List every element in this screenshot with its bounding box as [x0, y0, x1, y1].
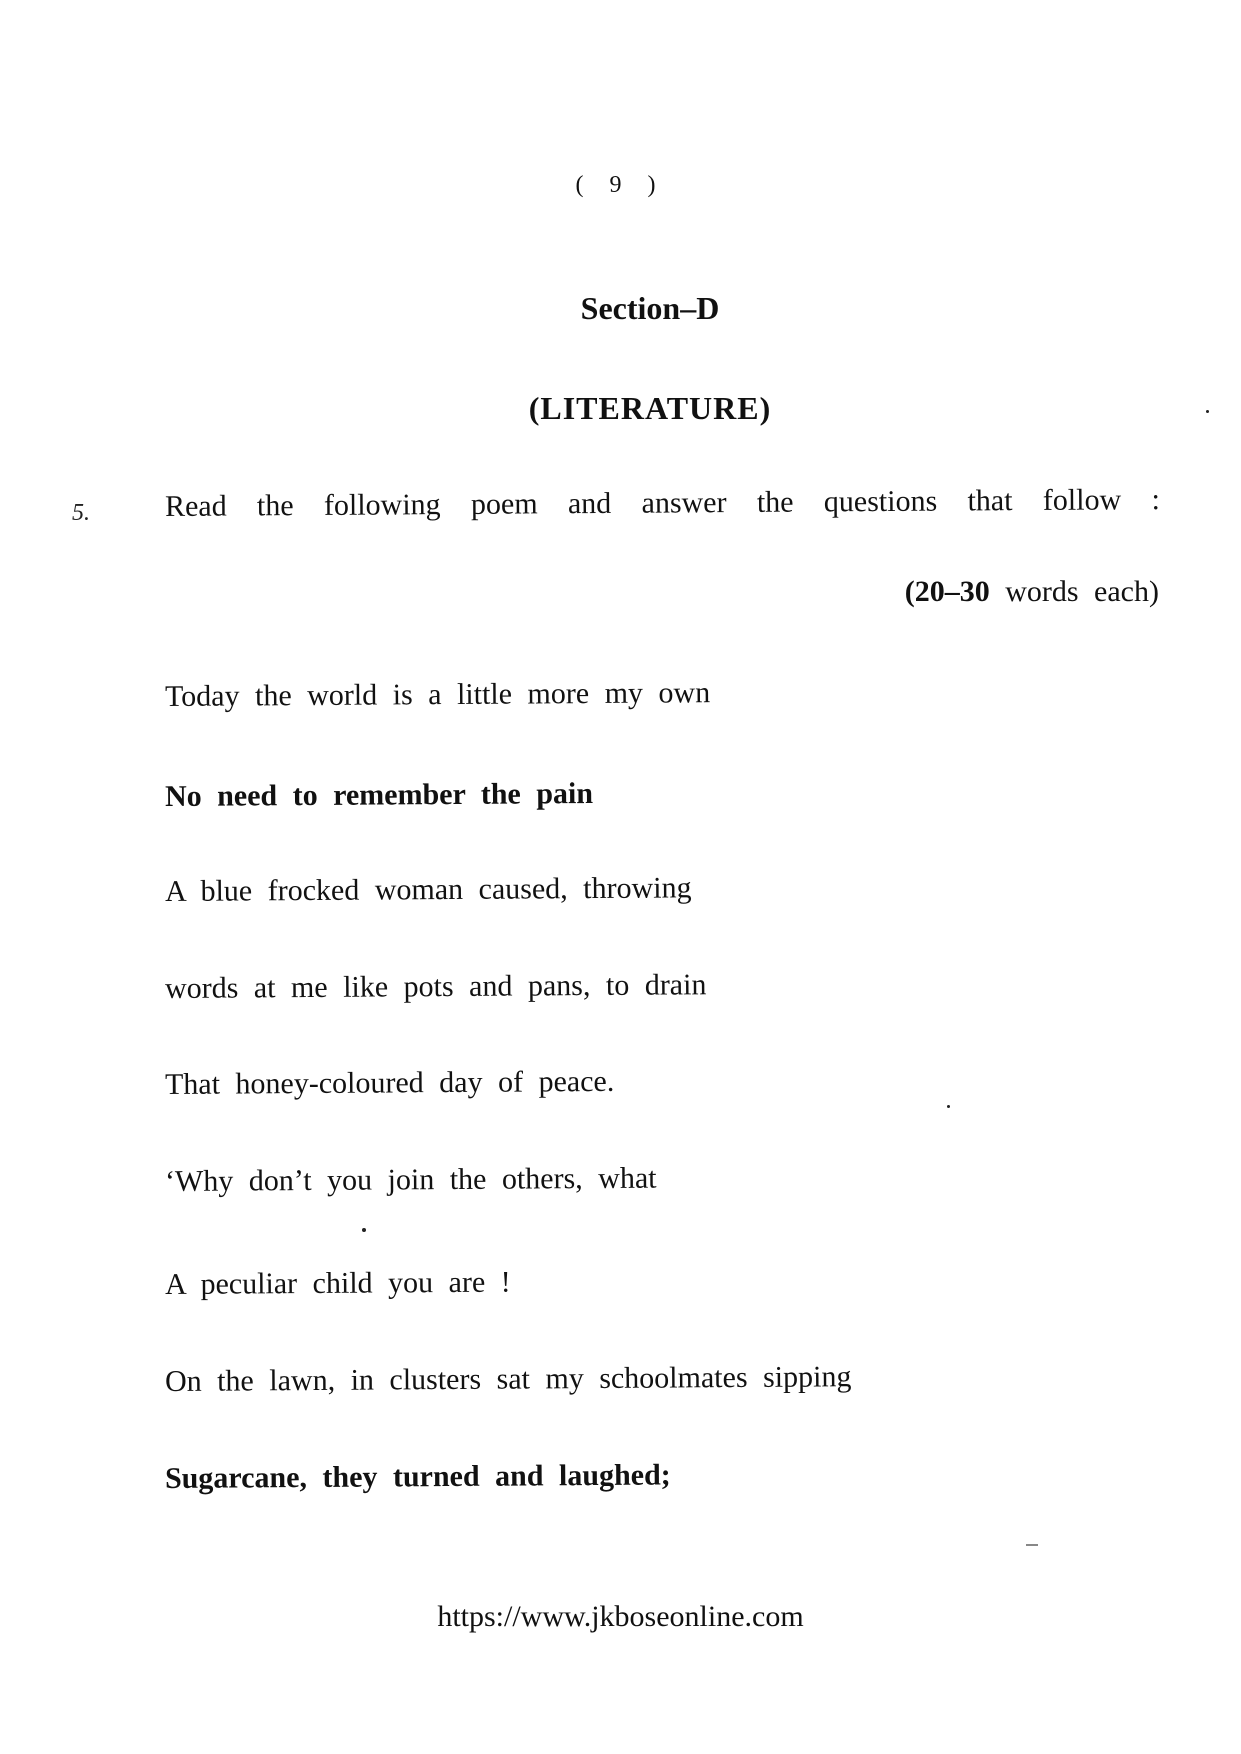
- poem-line: No need to remember the pain: [164, 777, 594, 813]
- instruction-word: answer: [641, 486, 727, 520]
- poem-line: ‘Why don’t you join the others, what: [164, 1161, 657, 1198]
- instruction-word: following: [323, 488, 441, 522]
- instruction-word: questions: [823, 484, 938, 519]
- instruction-word: that: [967, 484, 1013, 518]
- instruction-word: Read: [164, 489, 227, 523]
- word-limit-range: (20–30: [904, 575, 990, 608]
- footer-url: https://www.jkboseonline.com: [437, 1600, 804, 1633]
- poem-line: A peculiar child you are !: [164, 1265, 511, 1301]
- instruction-word: the: [756, 485, 794, 519]
- instruction-word: follow: [1042, 483, 1122, 517]
- instruction-word: :: [1151, 483, 1160, 517]
- page-number: ( 9 ): [575, 172, 666, 198]
- poem-line: words at me like pots and pans, to drain: [164, 968, 707, 1005]
- instruction-word: the: [256, 489, 294, 523]
- instruction-word: and: [567, 486, 612, 521]
- poem-line: On the lawn, in clusters sat my schoolmates sipping: [164, 1360, 852, 1398]
- question-instruction: [165, 483, 1160, 524]
- scan-mark: [1026, 1544, 1038, 1546]
- instruction-word: poem: [470, 487, 538, 521]
- scan-speck: [1206, 410, 1209, 413]
- scan-speck: [362, 1228, 366, 1232]
- word-limit-suffix: words each): [1005, 575, 1159, 608]
- poem-line: A blue frocked woman caused, throwing: [164, 871, 692, 908]
- word-limit-note: [905, 575, 1159, 609]
- section-subtitle: (LITERATURE): [528, 390, 772, 426]
- question-number: 5.: [72, 500, 90, 526]
- scan-speck: [947, 1105, 950, 1108]
- poem-line: That honey-coloured day of peace.: [164, 1064, 615, 1101]
- poem-line: Sugarcane, they turned and laughed;: [164, 1458, 671, 1495]
- poem-line: Today the world is a little more my own: [164, 676, 711, 713]
- section-title: Section–D: [580, 290, 720, 326]
